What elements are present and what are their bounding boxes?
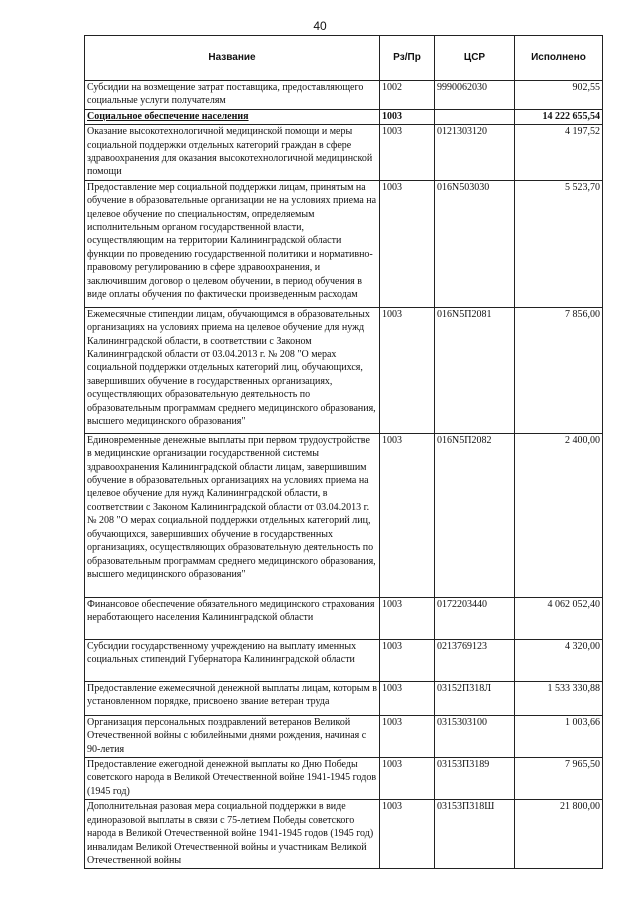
row-executed: 4 062 052,40 <box>515 597 603 639</box>
table-row <box>85 639 603 681</box>
row-name: Предоставление ежегодной денежной выплаты ко Дню Победы советского народа в Великой Отечественной войне 1941-1945 годов (1945 год) <box>85 758 380 800</box>
header-executed: Исполнено <box>515 36 603 81</box>
row-csr: 03152П318Л <box>435 681 515 715</box>
row-csr: 03153П3189 <box>435 758 515 800</box>
row-executed: 2 400,00 <box>515 433 603 597</box>
header-section: Рз/Пр <box>380 36 435 81</box>
budget-table <box>84 35 603 869</box>
header-csr: ЦСР <box>435 36 515 81</box>
row-csr: 03153П318Ш <box>435 800 515 869</box>
table-row <box>85 681 603 715</box>
row-executed: 1 533 330,88 <box>515 681 603 715</box>
row-csr <box>435 109 515 124</box>
row-csr: 0172203440 <box>435 597 515 639</box>
row-executed: 1 003,66 <box>515 715 603 757</box>
row-name: Оказание высокотехнологичной медицинской помощи и меры социальной поддержки отдельных категорий граждан в сфере здравоохранения для оказания высокотехнологичной медицинской помощи <box>85 125 380 181</box>
row-section: 1003 <box>380 639 435 681</box>
row-executed: 4 197,52 <box>515 125 603 181</box>
table-row <box>85 597 603 639</box>
table-row <box>85 800 603 869</box>
table-row <box>85 180 603 307</box>
row-section: 1003 <box>380 800 435 869</box>
row-executed: 7 965,50 <box>515 758 603 800</box>
row-name: Субсидии на возмещение затрат поставщика, предоставляющего социальные услуги получателям <box>85 81 380 110</box>
row-section: 1003 <box>380 758 435 800</box>
row-executed: 14 222 655,54 <box>515 109 603 124</box>
header-name: Название <box>85 36 380 81</box>
table-row <box>85 758 603 800</box>
row-section: 1003 <box>380 125 435 181</box>
row-name: Финансовое обеспечение обязательного медицинского страхования неработающего населения Калининградской области <box>85 597 380 639</box>
table-header-row <box>85 36 603 81</box>
row-executed: 21 800,00 <box>515 800 603 869</box>
row-csr: 0213769123 <box>435 639 515 681</box>
row-name: Социальное обеспечение населения <box>85 109 380 124</box>
row-name: Предоставление мер социальной поддержки лицам, принятым на обучение в образовательные организации не на условиях приема на целевое обучение по специальностям, определяемым исполнительным органом государственной власти, осуществляющим на территории Калининградской области функции по проведению государственной политики и нормативно-правовому регулированию в сфере здравоохранения, и заключившим договор о целевом обучении, в период обучения в виде оплаты обучения по фактически произведенным расходам <box>85 180 380 307</box>
row-section: 1003 <box>380 307 435 433</box>
row-name: Дополнительная разовая мера социальной поддержки в виде единоразовой выплаты в связи с 75-летием Победы советского народа в Великой Отечественной войне 1941-1945 годов (1945 год) инвалидам Великой Отечественной войны и участникам Великой Отечественной войны <box>85 800 380 869</box>
row-executed: 7 856,00 <box>515 307 603 433</box>
table-row <box>85 307 603 433</box>
row-name: Субсидии государственному учреждению на выплату именных социальных стипендий Губернатора Калининградской области <box>85 639 380 681</box>
table-row <box>85 81 603 110</box>
row-section: 1003 <box>380 109 435 124</box>
row-name: Единовременные денежные выплаты при первом трудоустройстве в медицинские организации государственной системы здравоохранения Калининградской области лицам, завершившим обучение в образовательных организациях на условиях приема на целевое обучение для нужд Калининградской области, в соответствии с Законом Калининградской области от 03.04.2013 г. № 208 "О мерах социальной поддержки отдельных категорий лиц, обучающихся, завершивших обучение в государственных организациях, осуществляющих образовательную деятельность по образовательным программам среднего медицинского образования, высшего медицинского образования" <box>85 433 380 597</box>
table-row <box>85 109 603 124</box>
table-row <box>85 125 603 181</box>
row-section: 1003 <box>380 715 435 757</box>
row-csr: 016N5П2081 <box>435 307 515 433</box>
row-csr: 0315303100 <box>435 715 515 757</box>
page-number: 40 <box>313 19 327 33</box>
row-section: 1003 <box>380 433 435 597</box>
table-row <box>85 433 603 597</box>
row-section: 1003 <box>380 180 435 307</box>
row-name: Предоставление ежемесячной денежной выплаты лицам, которым в установленном порядке, присвоено звание ветеран труда <box>85 681 380 715</box>
row-csr: 9990062030 <box>435 81 515 110</box>
row-csr: 016N5П2082 <box>435 433 515 597</box>
row-name: Ежемесячные стипендии лицам, обучающимся в образовательных организациях на условиях приема на целевое обучение для нужд Калининградской области, в соответствии с Законом Калининградской области от 03.04.2013 г. № 208 "О мерах социальной поддержки отдельных категорий лиц, обучающихся, завершивших обучение в государственных организациях, осуществляющих образовательную деятельность по образовательным программам среднего медицинского образования, высшего медицинского образования" <box>85 307 380 433</box>
row-name: Организация персональных поздравлений ветеранов Великой Отечественной войны с юбилейными днями рождения, начиная с 90-летия <box>85 715 380 757</box>
row-section: 1002 <box>380 81 435 110</box>
row-executed: 902,55 <box>515 81 603 110</box>
row-csr: 0121303120 <box>435 125 515 181</box>
row-section: 1003 <box>380 681 435 715</box>
row-section: 1003 <box>380 597 435 639</box>
row-executed: 5 523,70 <box>515 180 603 307</box>
table-row <box>85 715 603 757</box>
row-csr: 016N503030 <box>435 180 515 307</box>
row-executed: 4 320,00 <box>515 639 603 681</box>
